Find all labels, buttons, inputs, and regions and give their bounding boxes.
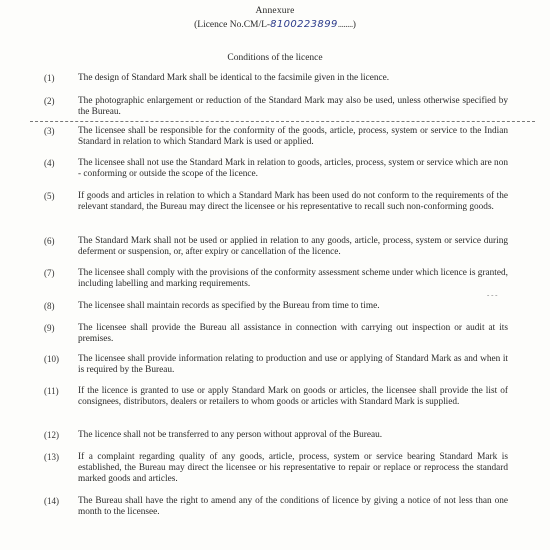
licence-suffix: ) xyxy=(352,20,356,30)
condition-number: (3) xyxy=(44,126,55,136)
condition-number: (2) xyxy=(44,96,55,106)
condition-text: The licensee shall provide information relating to production and use or applying of Standard Mark as and when it is required by the Bureau. xyxy=(78,354,508,376)
condition-text: The Bureau shall have the right to amend any of the conditions of licence by giving a notice of not less than one month to the licensee. xyxy=(78,496,508,518)
licence-prefix: (Licence No.CM/L- xyxy=(194,20,271,30)
condition-text: The licensee shall comply with the provisions of the conformity assessment scheme under which licence is granted, including labelling and marking requirements. xyxy=(78,268,508,290)
condition-text: The licensee shall provide the Bureau all assistance in connection with carrying out inspection or audit at its premises. xyxy=(78,323,508,345)
condition-text: The Standard Mark shall not be used or applied in relation to any goods, article, process, system or service during deferment or suspension, or, after expiry or cancellation of the licence. xyxy=(78,236,508,258)
condition-number: (12) xyxy=(44,430,59,440)
condition-number: (7) xyxy=(44,268,55,278)
condition-number: (11) xyxy=(44,386,59,396)
stray-mark: - - - xyxy=(487,291,498,299)
condition-text: The design of Standard Mark shall be identical to the facsimile given in the licence. xyxy=(78,73,390,83)
licence-dots: ........ xyxy=(337,20,353,30)
annexure-heading: Annexure xyxy=(255,6,295,16)
condition-number: (5) xyxy=(44,191,55,201)
dashed-divider xyxy=(30,121,535,122)
condition-number: (14) xyxy=(44,496,59,506)
condition-text: The licence shall not be transferred to any person without approval of the Bureau. xyxy=(78,430,383,440)
condition-text: The licensee shall be responsible for the conformity of the goods, article, process, system or service to the Indian Standard in relation to which Standard Mark is used or applied. xyxy=(78,126,508,148)
condition-text: The photographic enlargement or reduction of the Standard Mark may also be used, unless otherwise specified by the Bureau. xyxy=(78,96,508,118)
condition-text: The licensee shall not use the Standard Mark in relation to goods, articles, process, system or service which are non - conforming or outside the scope of the licence. xyxy=(78,158,508,180)
condition-text: If goods and articles in relation to which a Standard Mark has been used do not conform to the requirements of the relevant standard, the Bureau may direct the licensee or his representative to recall such non-conforming goods. xyxy=(78,191,508,213)
condition-number: (8) xyxy=(44,301,55,311)
handwritten-licence-number: 8100223899 xyxy=(270,19,338,30)
condition-number: (9) xyxy=(44,323,55,333)
document-subtitle: Conditions of the licence xyxy=(227,53,323,63)
condition-number: (13) xyxy=(44,452,59,462)
condition-number: (10) xyxy=(44,354,59,364)
condition-text: If a complaint regarding quality of any goods, article, process, system or service bearing Standard Mark is established, the Bureau may direct the licensee or his representative to repair or replace or reprocess the standard marked goods and articles. xyxy=(78,452,508,485)
condition-text: If the licence is granted to use or apply Standard Mark on goods or articles, the licensee shall provide the list of consignees, distributors, dealers or retailers to whom goods or articles with Standard Mark is supplied. xyxy=(78,386,508,408)
condition-number: (4) xyxy=(44,158,55,168)
condition-number: (1) xyxy=(44,73,55,83)
licence-number-line xyxy=(0,19,550,30)
condition-number: (6) xyxy=(44,236,55,246)
condition-text: The licensee shall maintain records as specified by the Bureau from time to time. xyxy=(78,301,380,311)
